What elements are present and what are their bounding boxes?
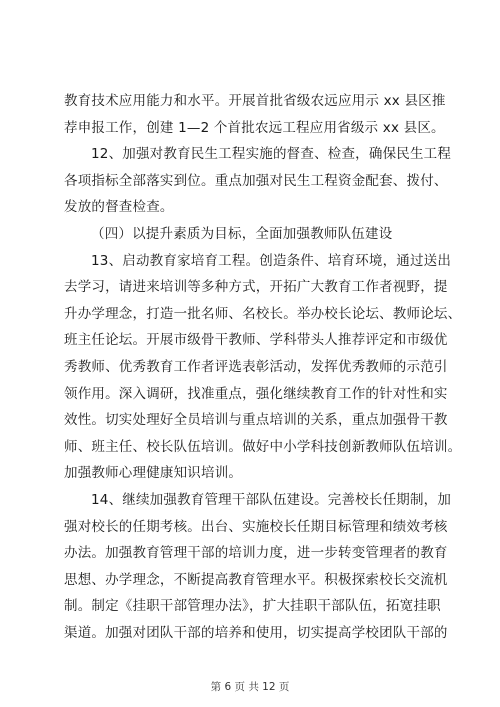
text-line: 制。制定《挂职干部管理办法》，扩大挂职干部队伍，拓宽挂职 bbox=[64, 598, 441, 615]
text-line: （四）以提升素质为目标，全面加强教师队伍建设 bbox=[91, 225, 393, 242]
text-line: 升办学理念，打造一批名师、名校长。举办校长论坛、教师论坛、 bbox=[64, 305, 462, 322]
text-line: 教育技术应用能力和水平。开展首批省级农远应用示 xx 县区推 bbox=[64, 93, 446, 109]
text-line: 各项指标全部落实到位。重点加强对民生工程资金配套、拨付、 bbox=[64, 172, 448, 189]
page-footer: 第 6 页 共 12 页 bbox=[210, 681, 290, 693]
text-line: 13、启动教育家培育工程。创造条件、培育环境，通过送出 bbox=[91, 252, 452, 269]
text-line: 秀教师、优秀教育工作者评选表彰活动，发挥优秀教师的示范引 bbox=[64, 358, 448, 375]
text-line: 师、班主任、校长队伍培训。做好中小学科技创新教师队伍培训。 bbox=[64, 438, 462, 455]
text-line: 加强教师心理健康知识培训。 bbox=[64, 465, 243, 482]
text-line: 班主任论坛。开展市级骨干教师、学科带头人推荐评定和市级优 bbox=[64, 332, 448, 349]
text-line: 去学习，请进来培训等多种方式，开拓广大教育工作者视野，提 bbox=[64, 279, 448, 296]
text-line: 荐申报工作，创建 1—2 个首批农远工程应用省级示 xx 县区。 bbox=[64, 119, 445, 136]
text-line: 思想、办学理念，不断提高教育管理水平。积极探索校长交流机 bbox=[64, 571, 448, 588]
text-line: 强对校长的任期考核。出台、实施校长任期目标管理和绩效考核 bbox=[64, 518, 448, 535]
text-line: 14、继续加强教育管理干部队伍建设。完善校长任期制，加 bbox=[91, 491, 452, 508]
text-line: 发放的督查检查。 bbox=[64, 199, 174, 216]
text-line: 渠道。加强对团队干部的培养和使用，切实提高学校团队干部的 bbox=[64, 624, 448, 641]
body-text bbox=[64, 88, 462, 646]
text-line: 效性。切实处理好全员培训与重点培训的关系，重点加强骨干教 bbox=[64, 412, 448, 429]
text-line: 12、加强对教育民生工程实施的督查、检查，确保民生工程 bbox=[91, 146, 452, 163]
text-line: 领作用。深入调研，找准重点，强化继续教育工作的针对性和实 bbox=[64, 385, 448, 402]
text-line: 办法。加强教育管理干部的培训力度，进一步转变管理者的教育 bbox=[64, 545, 448, 562]
